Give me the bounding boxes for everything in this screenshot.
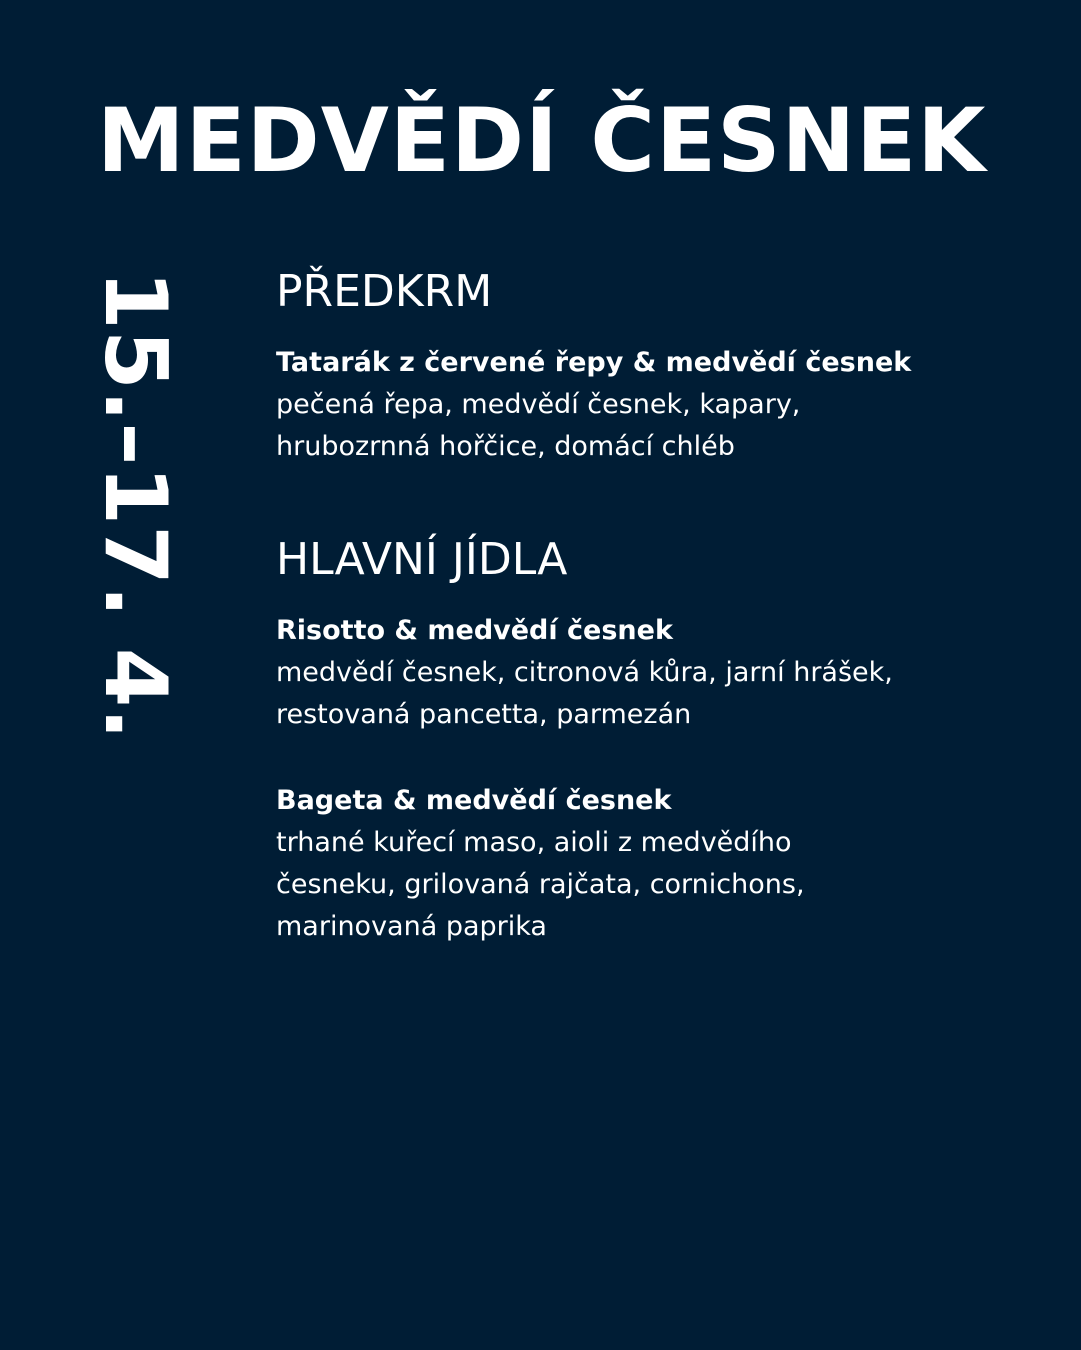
dish-name: Risotto & medvědí česnek — [276, 615, 673, 646]
menu-content — [276, 262, 1036, 948]
dish-item — [276, 780, 1036, 948]
dish-name: Bageta & medvědí česnek — [276, 785, 672, 816]
menu-title: MEDVĚDÍ ČESNEK — [97, 89, 987, 192]
dish-item — [276, 610, 1036, 736]
dish-item — [276, 342, 1036, 468]
dish-description-line: medvědí česnek, citronová kůra, jarní hrášek, — [276, 657, 893, 688]
date-range: 15.–17. 4. — [85, 270, 185, 741]
section-appetizer — [276, 262, 1036, 468]
dish-description-line: pečená řepa, medvědí česnek, kapary, — [276, 389, 801, 420]
dish-description-line: česneku, grilovaná rajčata, cornichons, — [276, 869, 805, 900]
section-main-courses — [276, 530, 1036, 948]
dish-description — [276, 652, 1036, 736]
dish-description-line: marinovaná paprika — [276, 911, 547, 942]
dish-description-line: trhané kuřecí maso, aioli z medvědího — [276, 827, 792, 858]
dish-description-line: restovaná pancetta, parmezán — [276, 699, 692, 730]
section-heading: PŘEDKRM — [276, 266, 493, 317]
dish-description-line: hrubozrnná hořčice, domácí chléb — [276, 431, 735, 462]
dish-name: Tatarák z červené řepy & medvědí česnek — [276, 347, 912, 378]
dish-description — [276, 384, 1036, 468]
dish-description — [276, 822, 1036, 948]
section-heading: HLAVNÍ JÍDLA — [276, 534, 568, 585]
